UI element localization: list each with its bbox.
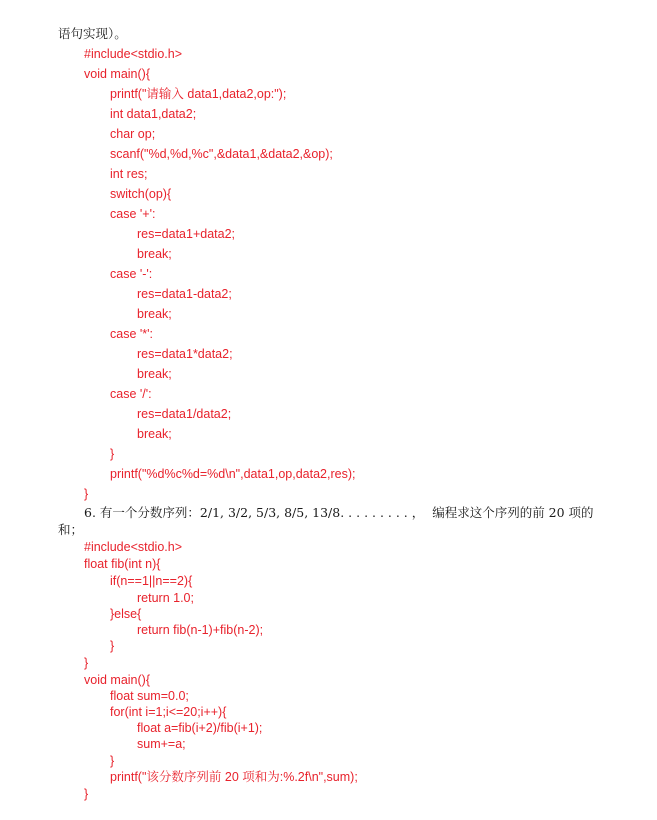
code-line: float a=fib(i+2)/fib(i+1); (137, 721, 263, 735)
code-line: printf("该分数序列前 20 项和为:%.2f\n",sum); (110, 770, 358, 784)
question-6-text: 6. 有一个分数序列：2/1, 3/2, 5/3, 8/5, 13/8. . . . . . . . . ， 编程求这个序列的前 20 项的 (84, 505, 594, 520)
code-line: printf("%d%c%d=%d\n",data1,op,data2,res); (110, 467, 356, 481)
code-line: void main(){ (84, 673, 150, 687)
question-6-text-continued: 和； (58, 522, 84, 537)
code-line: case '-': (110, 267, 153, 281)
code-line: return fib(n-1)+fib(n-2); (137, 623, 264, 637)
intro-fragment: 语句实现）。 (58, 26, 127, 41)
code-line: void main(){ (84, 67, 150, 81)
code-line: res=data1*data2; (137, 347, 233, 361)
code-line: if(n==1||n==2){ (110, 574, 193, 588)
code-line: } (110, 447, 115, 461)
code-line: float fib(int n){ (84, 557, 161, 571)
code-line: res=data1/data2; (137, 407, 232, 421)
code-line: float sum=0.0; (110, 689, 189, 703)
code-line: } (84, 656, 89, 670)
code-line: scanf("%d,%d,%c",&data1,&data2,&op); (110, 147, 333, 161)
code-line: } (110, 639, 115, 653)
code-line: case '*': (110, 327, 153, 341)
code-line: } (110, 754, 115, 768)
code-line: int res; (110, 167, 148, 181)
code-line: printf("请输入 data1,data2,op:"); (110, 87, 287, 101)
code-line: int data1,data2; (110, 107, 197, 121)
code-line: } (84, 787, 89, 801)
code-line: case '+': (110, 207, 156, 221)
code-line: for(int i=1;i<=20;i++){ (110, 705, 227, 719)
code-line: case '/': (110, 387, 152, 401)
code-line: char op; (110, 127, 156, 141)
code-line: break; (137, 307, 172, 321)
code-line: switch(op){ (110, 187, 172, 201)
code-line: break; (137, 367, 172, 381)
code-line: return 1.0; (137, 591, 194, 605)
code-line: #include<stdio.h> (84, 47, 182, 61)
code-line: } (84, 487, 89, 501)
code-line: res=data1+data2; (137, 227, 235, 241)
code-line: }else{ (110, 607, 142, 621)
code-line: break; (137, 427, 172, 441)
code-line: res=data1-data2; (137, 287, 232, 301)
code-line: break; (137, 247, 172, 261)
code-line: #include<stdio.h> (84, 540, 182, 554)
code-line: sum+=a; (137, 737, 186, 751)
